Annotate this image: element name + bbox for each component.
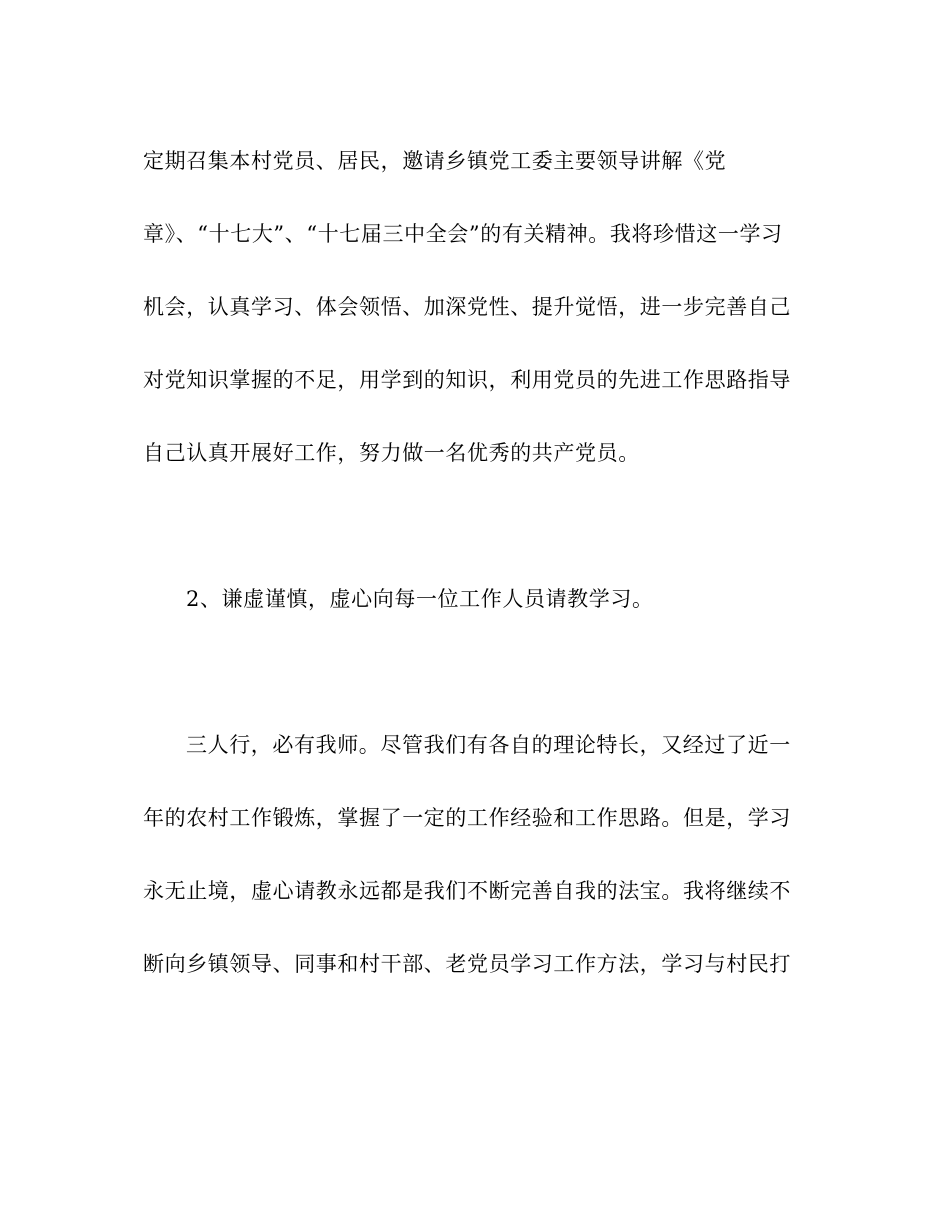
paragraph1-line-5: 自己认真开展好工作，努力做一名优秀的共产党员。 (143, 441, 640, 465)
paragraph1-line-3: 机会，认真学习、体会领悟、加深党性、提升觉悟，进一步完善自己 (143, 295, 791, 319)
paragraph2-line-3: 永无止境，虚心请教永远都是我们不断完善自我的法宝。我将继续不 (143, 879, 791, 903)
paragraph2-line-2: 年的农村工作锻炼，掌握了一定的工作经验和工作思路。但是，学习 (143, 806, 791, 830)
paragraph1-line-2: 章》、“十七大”、“十七届三中全会”的有关精神。我将珍惜这一学习 (143, 222, 783, 246)
paragraph2-line-1: 三人行，必有我师。尽管我们有各自的理论特长，又经过了近一 (186, 733, 791, 757)
section-heading: 2、谦虚谨慎，虚心向每一位工作人员请教学习。 (186, 587, 654, 611)
paragraph2-line-4: 断向乡镇领导、同事和村干部、老党员学习工作方法，学习与村民打 (143, 952, 791, 976)
paragraph1-line-1: 定期召集本村党员、居民，邀请乡镇党工委主要领导讲解《党 (143, 149, 727, 173)
paragraph1-line-4: 对党知识掌握的不足，用学到的知识，利用党员的先进工作思路指导 (143, 368, 791, 392)
